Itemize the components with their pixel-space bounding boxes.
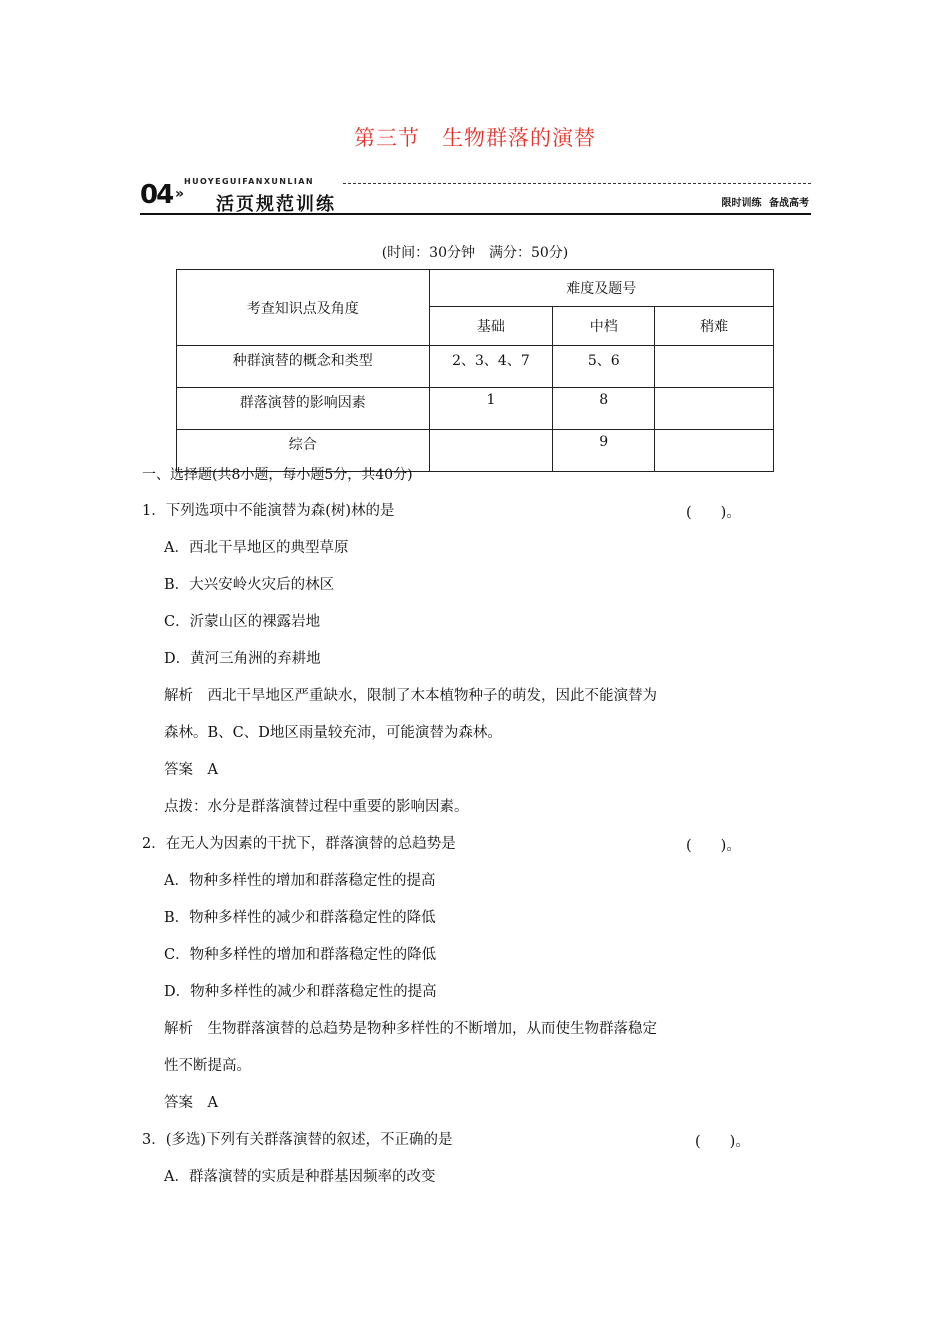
chevron-icon: » [175, 186, 185, 202]
section-heading: 一、选择题(共8小题，每小题5分，共40分) [142, 467, 413, 483]
table-cell-basic [429, 430, 553, 472]
banner-rule [140, 213, 811, 215]
question-2-option-a: A．物种多样性的增加和群落稳定性的提高 [164, 873, 436, 889]
question-1-option-b: B．大兴安岭火灾后的林区 [164, 577, 335, 593]
table-cell-topic: 综合 [177, 430, 430, 472]
question-1-answer-blank: ( )。 [686, 505, 741, 521]
banner-dashed-line [343, 183, 811, 184]
question-2-analysis: 解析 生物群落演替的总趋势是物种多样性的不断增加，从而使生物群落稳定 [164, 1021, 657, 1037]
table-header-hard: 稍难 [655, 307, 774, 346]
table-row [177, 388, 774, 430]
question-2-analysis-cont: 性不断提高。 [164, 1058, 251, 1074]
banner-pinyin: HUOYEGUIFANXUNLIAN [184, 177, 314, 186]
question-3-stem: 3．(多选)下列有关群落演替的叙述，不正确的是 [142, 1132, 453, 1148]
table-cell-basic: 2、3、4、7 [429, 346, 553, 388]
question-1-tip: 点拨：水分是群落演替过程中重要的影响因素。 [164, 799, 469, 815]
question-1-option-d: D．黄河三角洲的弃耕地 [164, 651, 321, 667]
question-2-answer: 答案 A [164, 1095, 218, 1111]
question-1-answer: 答案 A [164, 762, 218, 778]
table-cell-topic: 群落演替的影响因素 [177, 388, 430, 430]
question-2-stem: 2．在无人为因素的干扰下，群落演替的总趋势是 [142, 836, 456, 852]
question-3-option-a: A．群落演替的实质是种群基因频率的改变 [164, 1169, 436, 1185]
banner-section-title: 活页规范训练 [216, 194, 336, 215]
time-info: (时间：30分钟 满分：50分) [381, 245, 569, 261]
question-1-option-a: A．西北干旱地区的典型草原 [164, 540, 349, 556]
table-cell-basic: 1 [429, 388, 553, 430]
question-2-option-b: B．物种多样性的减少和群落稳定性的降低 [164, 910, 436, 926]
table-header-topic: 考查知识点及角度 [177, 270, 430, 346]
table-cell-mid: 5、6 [553, 346, 655, 388]
banner-right-text: 限时训练 备战高考 [721, 198, 809, 209]
question-1-analysis-cont: 森林。B、C、D地区雨量较充沛，可能演替为森林。 [164, 725, 502, 741]
table-cell-hard [655, 346, 774, 388]
table-header-basic: 基础 [429, 307, 553, 346]
table-header-mid: 中档 [553, 307, 655, 346]
table-cell-topic: 种群演替的概念和类型 [177, 346, 430, 388]
table-cell-mid: 8 [553, 388, 655, 430]
table-cell-hard [655, 388, 774, 430]
question-2-option-d: D．物种多样性的减少和群落稳定性的提高 [164, 984, 437, 1000]
table-row [177, 346, 774, 388]
question-1-analysis: 解析 西北干旱地区严重缺水，限制了木本植物种子的萌发，因此不能演替为 [164, 688, 657, 704]
table-header-difficulty: 难度及题号 [429, 270, 773, 307]
section-banner [140, 176, 811, 216]
question-1-stem: 1．下列选项中不能演替为森(树)林的是 [142, 503, 395, 519]
table-cell-mid: 9 [553, 430, 655, 472]
question-2-answer-blank: ( )。 [686, 838, 741, 854]
question-1-option-c: C．沂蒙山区的裸露岩地 [164, 614, 321, 630]
question-2-option-c: C．物种多样性的增加和群落稳定性的降低 [164, 947, 437, 963]
page-title: 第三节 生物群落的演替 [354, 126, 596, 150]
table-cell-hard [655, 430, 774, 472]
question-3-answer-blank: ( )。 [695, 1134, 750, 1150]
knowledge-table [176, 269, 774, 472]
banner-number: 04 [140, 180, 173, 210]
